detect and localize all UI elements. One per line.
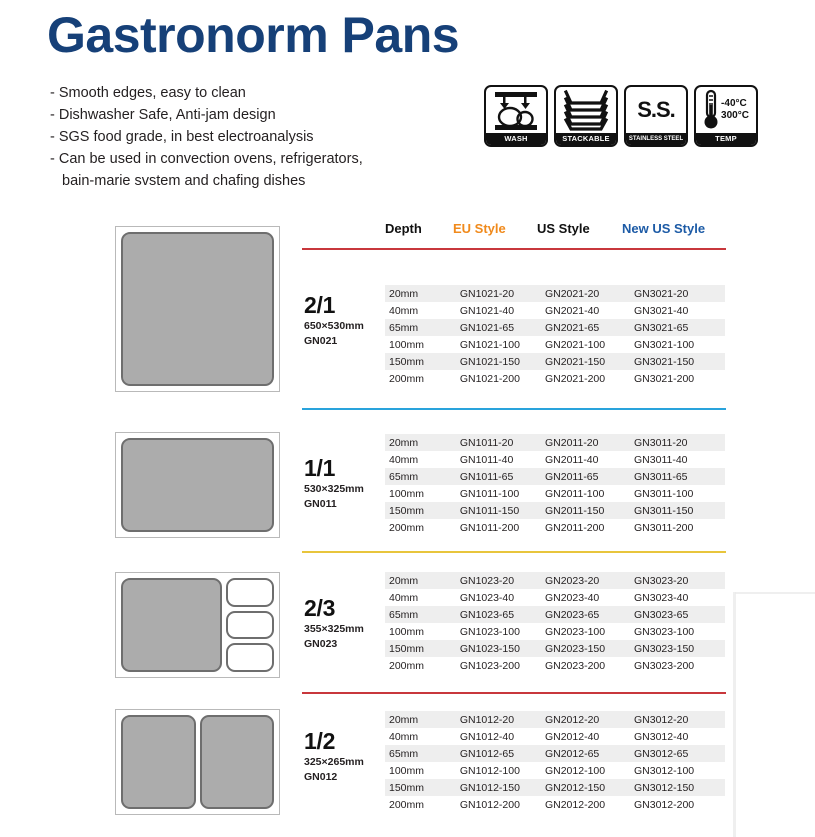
table-row: [385, 353, 725, 370]
size-label-block: [304, 595, 384, 652]
badge-label: STACKABLE: [556, 133, 616, 145]
table-row: [385, 319, 725, 336]
eu-style-cell: GN1011-150: [460, 502, 545, 519]
depth-cell: 20mm: [385, 711, 460, 728]
badge-stainless-steel: [624, 85, 688, 147]
us-style-cell: GN2012-20: [545, 711, 634, 728]
table-row: [385, 745, 725, 762]
depth-cell: 20mm: [385, 572, 460, 589]
table-row: [385, 370, 725, 387]
depth-cell: 200mm: [389, 659, 425, 672]
table-row: [385, 451, 725, 468]
dishwasher-icon: [486, 87, 546, 133]
feature-badge-row: [484, 85, 758, 147]
new-us-style-cell: GN3023-200: [634, 659, 695, 672]
badge-stackable: [554, 85, 618, 147]
eu-style-cell: GN1023-150: [460, 640, 545, 657]
feature-list: [50, 82, 470, 192]
size-name: 1/1: [304, 455, 336, 481]
temp-low-value: -40°C: [721, 98, 747, 109]
new-us-style-cell: GN3021-40: [634, 304, 689, 317]
table-row: [385, 728, 725, 745]
eu-style-cell: GN1023-200: [459, 659, 520, 672]
us-style-cell: GN2023-20: [545, 572, 634, 589]
eu-style-cell: GN1021-200: [459, 372, 520, 385]
table-row: [385, 779, 725, 796]
depth-cell: 65mm: [385, 745, 460, 762]
us-style-cell: GN2011-40: [544, 453, 599, 466]
new-us-style-cell: GN3011-65: [634, 468, 725, 485]
eu-style-cell: GN1011-65: [460, 468, 545, 485]
us-style-cell: GN2023-150: [545, 640, 634, 657]
scan-seam-artifact: [733, 592, 736, 837]
page-title: Gastronorm Pans: [47, 7, 460, 63]
header-rule: [302, 248, 726, 250]
us-style-cell: GN2021-200: [544, 372, 606, 385]
new-us-style-cell: GN3012-65: [634, 745, 725, 762]
eu-style-cell: GN1011-200: [459, 521, 520, 534]
column-header-depth: Depth: [385, 221, 422, 236]
us-style-cell: GN2012-40: [544, 730, 600, 743]
size-name: 2/3: [304, 595, 336, 621]
eu-style-cell: GN1021-100: [459, 338, 520, 351]
table-row: [385, 606, 725, 623]
depth-cell: 100mm: [389, 764, 425, 777]
us-style-cell: GN2021-100: [544, 338, 606, 351]
eu-style-cell: GN1023-65: [460, 606, 545, 623]
us-style-cell: GN2023-200: [544, 659, 606, 672]
depth-cell: 150mm: [385, 640, 460, 657]
size-dimensions: 325×265mm: [304, 756, 364, 768]
us-style-cell: GN2021-40: [544, 304, 600, 317]
eu-style-cell: GN1011-100: [459, 487, 520, 500]
new-us-style-cell: GN3023-40: [634, 591, 689, 604]
size-name: 1/2: [304, 728, 336, 754]
depth-cell: 65mm: [385, 319, 460, 336]
column-header-eu-style: EU Style: [453, 221, 506, 236]
pan-diagram: [115, 226, 280, 392]
new-us-style-cell: GN3012-100: [634, 764, 695, 777]
eu-style-cell: GN1021-65: [460, 319, 545, 336]
size-label-block: [304, 728, 384, 785]
size-label-block: [304, 292, 384, 349]
table-row: [385, 285, 725, 302]
us-style-cell: GN2021-65: [545, 319, 634, 336]
column-header-us-style: US Style: [537, 221, 590, 236]
eu-style-cell: GN1023-100: [459, 625, 520, 638]
size-label-block: [304, 455, 384, 512]
badge-label: WASH: [486, 133, 546, 145]
spec-table: [385, 434, 725, 536]
eu-style-cell: GN1023-40: [459, 591, 515, 604]
eu-style-cell: GN1012-100: [459, 764, 520, 777]
table-row: [385, 657, 725, 674]
depth-cell: 65mm: [385, 468, 460, 485]
new-us-style-cell: GN3012-150: [634, 779, 725, 796]
section-divider: [302, 408, 726, 410]
size-dimensions: 650×530mm: [304, 320, 364, 332]
size-code: GN012: [304, 771, 338, 783]
size-dimensions: 355×325mm: [304, 623, 364, 635]
scan-seam-artifact: [735, 592, 815, 594]
stainless-steel-icon: [626, 87, 686, 133]
table-row: [385, 572, 725, 589]
new-us-style-cell: GN3011-150: [634, 502, 725, 519]
section-divider: [302, 551, 726, 553]
pan-shape: [121, 438, 274, 532]
pan-diagram: [115, 709, 280, 815]
eu-style-cell: GN1012-65: [460, 745, 545, 762]
table-row: [385, 468, 725, 485]
pan-shape: [226, 578, 274, 607]
us-style-cell: GN2011-65: [545, 468, 634, 485]
badge-temp: [694, 85, 758, 147]
us-style-cell: GN2011-20: [545, 434, 634, 451]
table-row: [385, 519, 725, 536]
depth-cell: 20mm: [385, 285, 460, 302]
eu-style-cell: GN1012-150: [460, 779, 545, 796]
eu-style-cell: GN1021-40: [459, 304, 515, 317]
new-us-style-cell: GN3011-20: [634, 434, 725, 451]
eu-style-cell: GN1012-200: [459, 798, 520, 811]
pan-subdivision-column: [226, 578, 274, 672]
section-divider: [302, 692, 726, 694]
new-us-style-cell: GN3021-150: [634, 353, 725, 370]
depth-cell: 200mm: [389, 521, 425, 534]
new-us-style-cell: GN3012-200: [634, 798, 695, 811]
eu-style-cell: GN1023-20: [460, 572, 545, 589]
feature-item: - SGS food grade, in best electroanalysis: [50, 129, 314, 145]
new-us-style-cell: GN3012-40: [634, 730, 689, 743]
us-style-cell: GN2023-40: [544, 591, 600, 604]
us-style-cell: GN2012-200: [544, 798, 606, 811]
badge-wash: [484, 85, 548, 147]
us-style-cell: GN2021-20: [545, 285, 634, 302]
us-style-cell: GN2011-100: [544, 487, 605, 500]
size-name: 2/1: [304, 292, 336, 318]
new-us-style-cell: GN3011-100: [634, 487, 694, 500]
table-row: [385, 796, 725, 813]
spec-table: [385, 572, 725, 674]
depth-cell: 100mm: [389, 338, 425, 351]
pan-shape: [121, 232, 274, 386]
eu-style-cell: GN1011-20: [460, 434, 545, 451]
spec-table: [385, 711, 725, 813]
new-us-style-cell: GN3011-200: [634, 521, 694, 534]
depth-cell: 150mm: [385, 779, 460, 796]
us-style-cell: GN2012-100: [544, 764, 606, 777]
us-style-cell: GN2011-150: [545, 502, 634, 519]
feature-item: - Can be used in convection ovens, refrigerators,: [50, 151, 363, 167]
depth-cell: 150mm: [385, 353, 460, 370]
table-row: [385, 589, 725, 606]
size-code: GN023: [304, 638, 338, 650]
depth-cell: 200mm: [389, 372, 425, 385]
new-us-style-cell: GN3021-200: [634, 372, 695, 385]
spec-table: [385, 285, 725, 387]
table-row: [385, 623, 725, 640]
us-style-cell: GN2021-150: [545, 353, 634, 370]
us-style-cell: GN2023-100: [544, 625, 606, 638]
table-row: [385, 434, 725, 451]
new-us-style-cell: GN3021-20: [634, 285, 725, 302]
eu-style-cell: GN1021-150: [460, 353, 545, 370]
table-row: [385, 502, 725, 519]
depth-cell: 100mm: [389, 625, 425, 638]
table-row: [385, 302, 725, 319]
new-us-style-cell: GN3021-100: [634, 338, 695, 351]
eu-style-cell: GN1012-40: [459, 730, 515, 743]
new-us-style-cell: GN3023-20: [634, 572, 725, 589]
new-us-style-cell: GN3012-20: [634, 711, 725, 728]
size-dimensions: 530×325mm: [304, 483, 364, 495]
new-us-style-cell: GN3023-65: [634, 606, 725, 623]
size-code: GN021: [304, 335, 338, 347]
table-row: [385, 640, 725, 657]
us-style-cell: GN2012-65: [545, 745, 634, 762]
badge-label: TEMP: [696, 133, 756, 145]
table-row: [385, 711, 725, 728]
pan-shape: [121, 578, 222, 672]
us-style-cell: GN2011-200: [544, 521, 605, 534]
eu-style-cell: GN1011-40: [459, 453, 514, 466]
eu-style-cell: GN1021-20: [460, 285, 545, 302]
thermometer-icon: [703, 89, 719, 131]
badge-label: STAINLESS STEEL: [626, 133, 686, 145]
stacked-pans-icon: [556, 87, 616, 133]
new-us-style-cell: GN3011-40: [634, 453, 688, 466]
pan-shape: [200, 715, 275, 809]
new-us-style-cell: GN3023-100: [634, 625, 695, 638]
depth-cell: 40mm: [389, 453, 419, 466]
depth-cell: 150mm: [385, 502, 460, 519]
pan-shape: [226, 611, 274, 640]
table-row: [385, 762, 725, 779]
table-row: [385, 485, 725, 502]
column-header-new-us-style: New US Style: [622, 221, 706, 236]
feature-item: - Smooth edges, easy to clean: [50, 85, 246, 101]
pan-diagram: [115, 572, 280, 678]
size-code: GN011: [304, 498, 337, 510]
us-style-cell: GN2012-150: [545, 779, 634, 796]
pan-shape: [226, 643, 274, 672]
feature-item: - Dishwasher Safe, Anti-jam design: [50, 107, 276, 123]
new-us-style-cell: GN3023-150: [634, 640, 725, 657]
table-row: [385, 336, 725, 353]
depth-cell: 100mm: [389, 487, 425, 500]
stainless-steel-text: S.S.: [637, 97, 675, 122]
temp-high-value: 300°C: [721, 110, 749, 121]
pan-shape: [121, 715, 196, 809]
eu-style-cell: GN1012-20: [460, 711, 545, 728]
depth-cell: 65mm: [385, 606, 460, 623]
pan-diagram: [115, 432, 280, 538]
depth-cell: 40mm: [389, 591, 419, 604]
depth-cell: 20mm: [385, 434, 460, 451]
depth-cell: 40mm: [389, 304, 419, 317]
depth-cell: 200mm: [389, 798, 425, 811]
feature-item: bain-marie svstem and chafing dishes: [62, 173, 306, 189]
us-style-cell: GN2023-65: [545, 606, 634, 623]
new-us-style-cell: GN3021-65: [634, 319, 725, 336]
depth-cell: 40mm: [389, 730, 419, 743]
